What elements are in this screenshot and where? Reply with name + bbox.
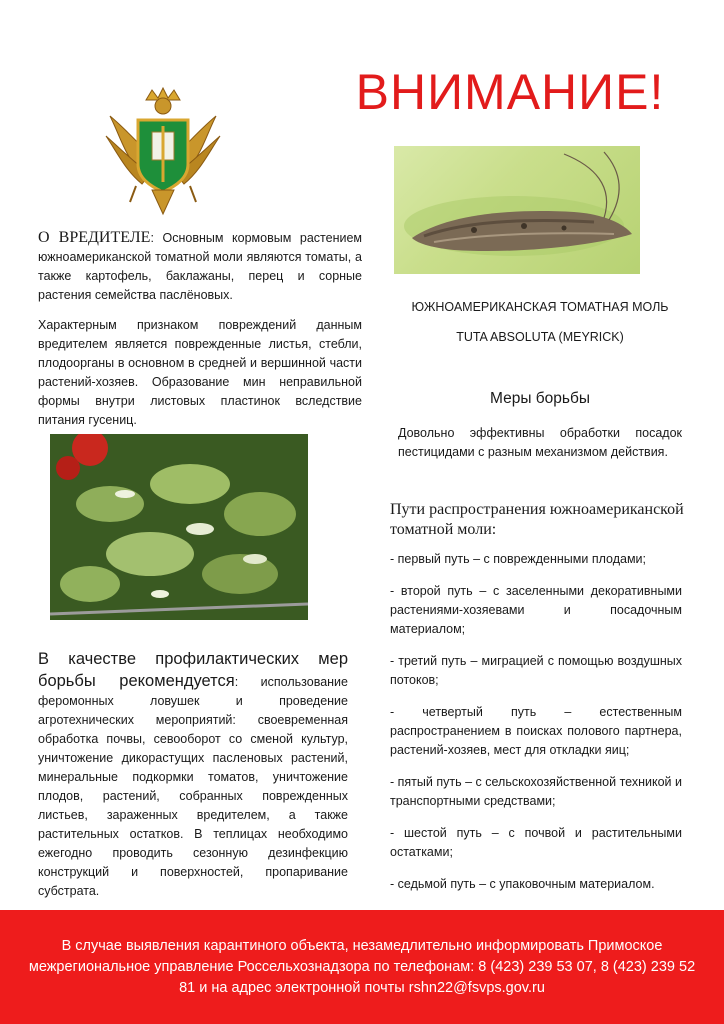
ways-item: - первый путь – с поврежденными плодами; (390, 552, 647, 566)
ways-item: - третий путь – миграцией с помощью воздушных потоков; (390, 654, 682, 687)
footer-text: В случае выявления карантиного объекта, незамедлительно информировать Примоское межрегиональное управление Россельхознадзора по телефонам: 8 (423) 239 53 07, 8 (423) 239 52 81 и на адрес электронной почты rshn22@fsvps.gov.ru (28, 938, 696, 996)
damaged-plant-photo (50, 434, 308, 620)
measures-heading: Меры борьбы (490, 390, 590, 407)
prevention-lead: В качестве профилактических мер борьбы рекомендуется (38, 650, 348, 690)
page-title: ВНИМАНИЕ! (355, 64, 665, 120)
about-lead: О ВРЕДИТЕЛЕ (38, 229, 151, 246)
ways-item: - четвертый путь – естественным распространением в поисках полового партнера, растений-хозяев, мест для откладки яиц; (390, 705, 682, 757)
measures-text: Довольно эффективны обработки посадок пестицидами с разным механизмом действия. (398, 426, 682, 459)
damage-section: Характерным признаком повреждений данным вредителем является поврежденные листья, стебли, плодоорганы в основном в средней и вершинной части растений-хозяев. Образование мин неправильной формы внутри листовых пластинок вследствие питания гусениц. (38, 318, 362, 427)
ways-heading: Пути распространения южноамериканской томатной моли: (390, 501, 684, 538)
moth-caption-name: ЮЖНОАМЕРИКАНСКАЯ ТОМАТНАЯ МОЛЬ (411, 300, 669, 314)
ways-item: - второй путь – с заселенными декоративными растениями-хозяевами и посадочным материалом; (390, 584, 682, 636)
ways-list (390, 550, 682, 907)
moth-caption-latin: TUTA ABSOLUTA (MEYRICK) (456, 330, 624, 344)
prevention-text: : использование феромонных ловушек и проведение агротехнических мероприятий: своевременная обработка почвы, севооборот со сменой культур, уничтожение дикорастущих пасленовых растений, минеральные подкормки томатов, уничтожение плодов, растений, собранных поврежденных листьев, зараженных вредителем, а также растительных остатков. В теплицах необходимо ежегодно проводить сезонную дезинфекцию конструкций и поверхностей, пропаривание субстрата. (38, 675, 348, 898)
ways-item: - шестой путь – с почвой и растительными остатками; (390, 826, 682, 859)
footer-banner (0, 910, 724, 1024)
moth-photo (394, 146, 640, 274)
prevention-section (38, 648, 348, 901)
about-section (38, 228, 362, 305)
rosselkhoznadzor-emblem (100, 86, 226, 218)
ways-item: - пятый путь – с сельскохозяйственной техникой и транспортными средствами; (390, 775, 682, 808)
ways-item: - седьмой путь – с упаковочным материалом. (390, 877, 655, 891)
about-text: : Основным кормовым растением южноамериканской томатной моли являются томаты, а также картофель, баклажаны, перец и сорные растения семейства паслёновых. (38, 231, 362, 302)
